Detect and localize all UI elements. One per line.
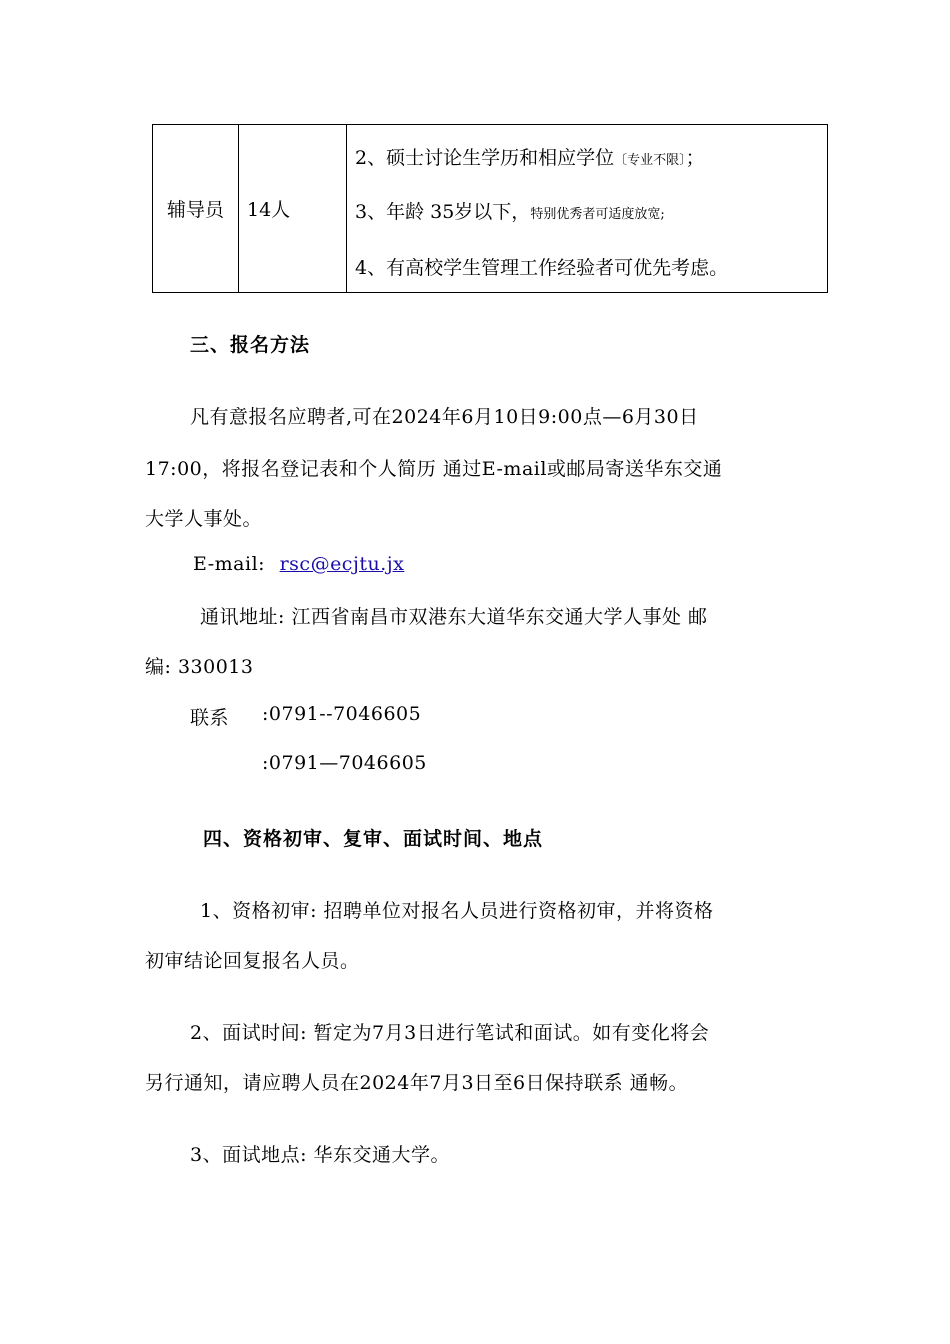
item-1-line-2: 初审结论回复报名人员。 bbox=[145, 950, 360, 972]
section-3-paragraph-line-1: 凡有意报名应聘者,可在2024年6月10日9:00点—6月30日 bbox=[190, 406, 699, 428]
position-cell bbox=[153, 125, 239, 293]
section-4-heading: 四、资格初审、复审、面试时间、地点 bbox=[203, 828, 544, 850]
item-2-line-2: 另行通知，请应聘人员在2024年7月3日至6日保持联系 通畅。 bbox=[145, 1072, 689, 1094]
phone-2: :0791—7046605 bbox=[262, 752, 427, 774]
item-1-line-1: 1、资格初审: 招聘单位对报名人员进行资格初审，并将资格 bbox=[200, 900, 714, 922]
item-2-line-1: 2、面试时间: 暂定为7月3日进行笔试和面试。如有变化将会 bbox=[190, 1022, 710, 1044]
section-3-heading: 三、报名方法 bbox=[190, 334, 311, 356]
phone-1: :0791--7046605 bbox=[262, 703, 422, 725]
requirement-3: 3、年龄 35岁以下，特别优秀者可适度放宽; bbox=[355, 201, 665, 223]
email-row bbox=[193, 553, 404, 575]
table-row bbox=[153, 125, 828, 293]
count-cell bbox=[239, 125, 347, 293]
address-line-2: 编: 330013 bbox=[145, 656, 254, 678]
position-count: 14人 bbox=[247, 199, 291, 221]
requirements-table bbox=[152, 124, 828, 293]
item-3: 3、面试地点: 华东交通大学。 bbox=[190, 1144, 451, 1166]
section-3-paragraph-line-2: 17:00，将报名登记表和个人简历 通过E-mail或邮局寄送华东交通 bbox=[145, 458, 723, 480]
email-link[interactable]: rsc@ecjtu.jx bbox=[279, 553, 405, 575]
address-line-1: 通讯地址: 江西省南昌市双港东大道华东交通大学人事处 邮 bbox=[200, 606, 708, 628]
contact-label: 联系 bbox=[190, 707, 230, 729]
requirement-2: 2、硕士讨论生学历和相应学位〔专业不限〕； bbox=[355, 147, 705, 169]
requirement-4: 4、有高校学生管理工作经验者可优先考虑。 bbox=[355, 257, 729, 279]
email-label: E-mail: bbox=[193, 553, 266, 575]
requirements-cell bbox=[347, 125, 828, 293]
section-3-paragraph-line-3: 大学人事处。 bbox=[145, 508, 263, 530]
position-name: 辅导员 bbox=[166, 199, 224, 221]
